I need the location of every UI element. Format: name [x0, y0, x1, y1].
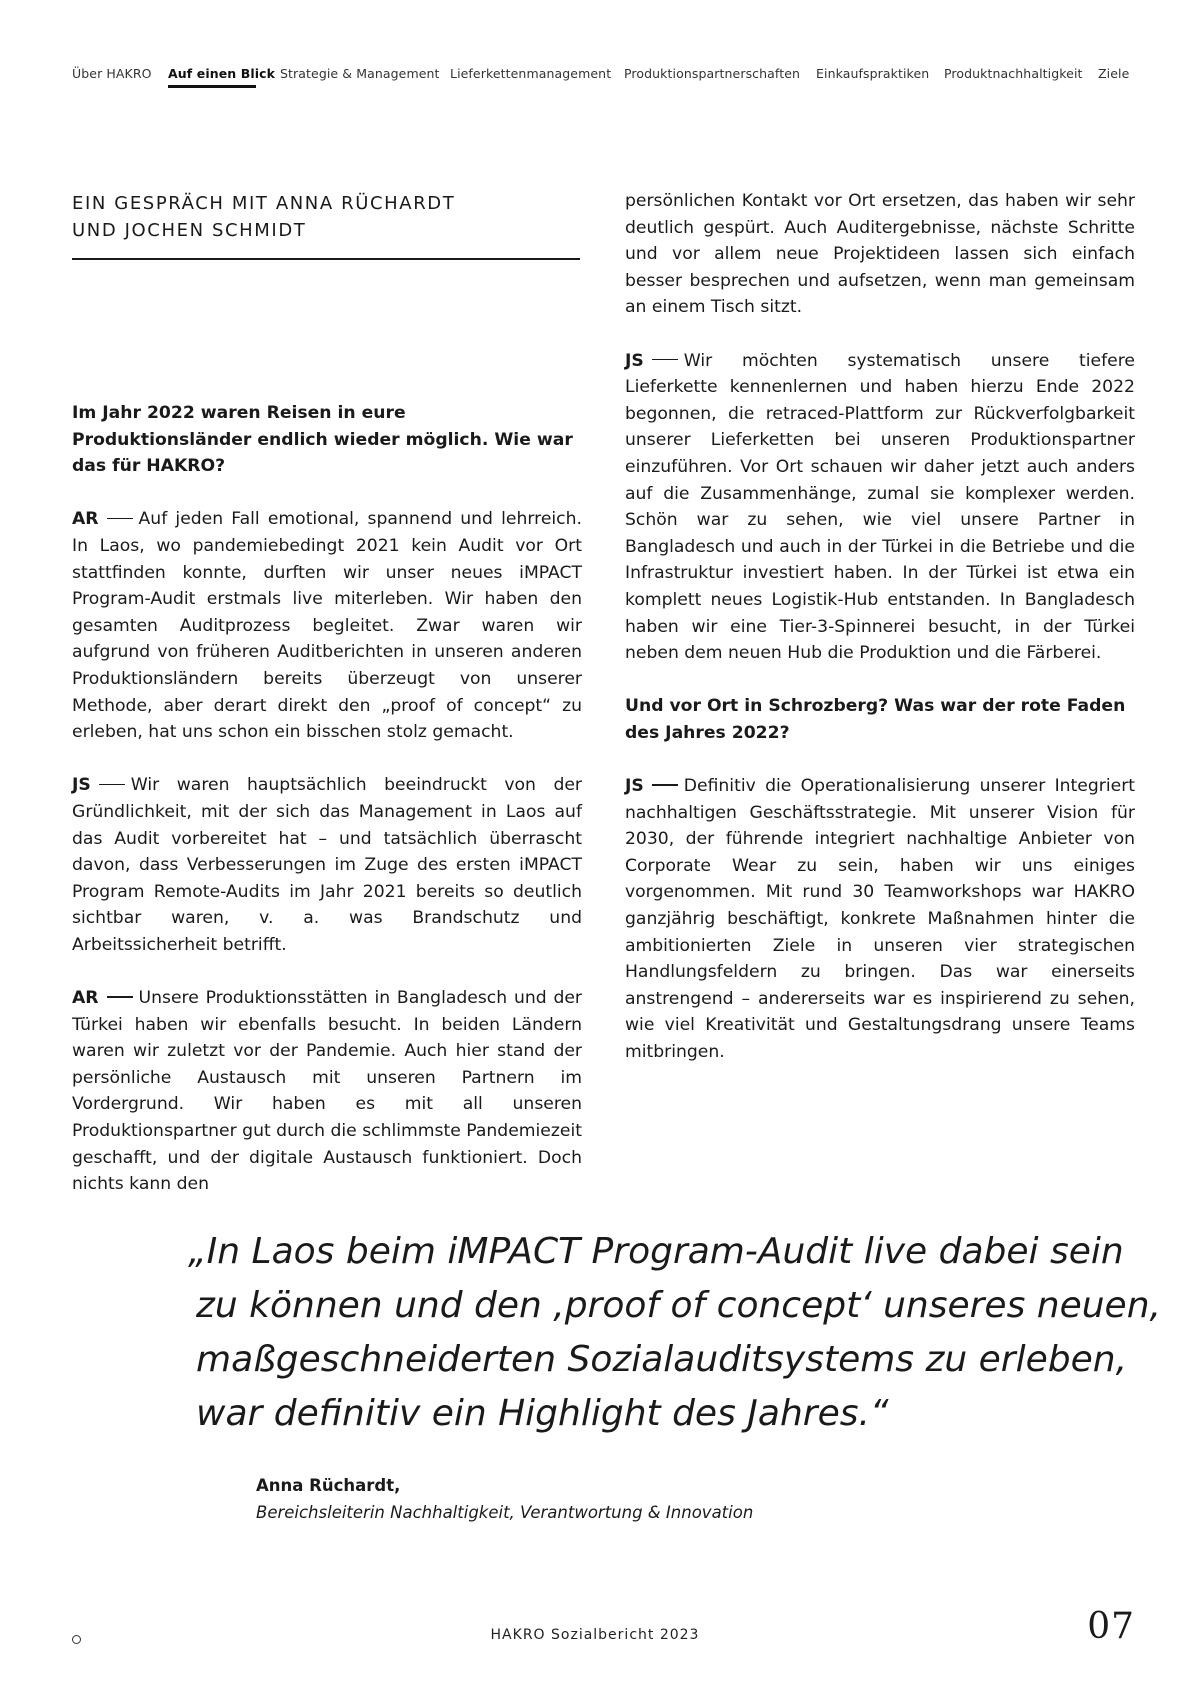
title-line-1: EIN GESPRÄCH MIT ANNA RÜCHARDT [72, 193, 456, 214]
answer-text: Wir waren hauptsächlich beeindruckt von der Gründlichkeit, mit der sich das Management in Laos auf das Audit vorbereitet hat – und tatsächlich überrascht davon, dass Verbesserungen im Zuge des ersten iMPACT Program Remote-Audits im Jahr 2021 bereits so deutlich sichtbar waren, v. a. was Brandschutz und Arbeitssicherheit betrifft. [72, 775, 582, 955]
nav-item-einkaufspraktiken[interactable]: Einkaufspraktiken [816, 66, 930, 81]
speaker-label: JS [625, 776, 644, 797]
title-line-2: UND JOCHEN SCHMIDT [72, 220, 307, 241]
right-column [625, 188, 1135, 1092]
speaker-label: AR [72, 988, 99, 1009]
answer-3 [72, 985, 582, 1198]
answer-2 [72, 772, 582, 958]
top-navigation [72, 66, 1132, 90]
footer-report-title: HAKRO Sozialbericht 2023 [490, 1627, 700, 1643]
answer-1 [72, 506, 582, 745]
nav-item-auf-einen-blick[interactable]: Auf einen Blick [168, 66, 276, 81]
nav-item-produktionspartnerschaften[interactable]: Produktionspartnerschaften [624, 66, 801, 81]
question-1: Im Jahr 2022 waren Reisen in eure Produktionsländer endlich wieder möglich. Wie war das für HAKRO? [72, 403, 573, 477]
em-dash [107, 996, 133, 997]
question-2: Und vor Ort in Schrozberg? Was war der rote Faden des Jahres 2022? [625, 696, 1126, 743]
pull-quote [188, 1225, 1161, 1441]
em-dash [652, 784, 678, 785]
quote-attribution [256, 1472, 753, 1526]
speaker-label: JS [625, 350, 644, 371]
quote-line-1: „In Laos beim iMPACT Program-Audit live dabei sein [188, 1231, 1124, 1272]
left-column [72, 400, 582, 1224]
nav-item-lieferkettenmanagement[interactable]: Lieferkettenmanagement [450, 66, 612, 81]
answer-4 [625, 348, 1135, 667]
em-dash [99, 784, 125, 785]
quote-line-3: maßgeschneiderten Sozialauditsystems zu erleben, [196, 1339, 1128, 1380]
answer-text: Auf jeden Fall emotional, spannend und lehrreich. In Laos, wo pandemiebedingt 2021 kein Audit vor Ort stattfinden konnte, durften wir unser neues iMPACT Program-Audit erstmals live miterleben. Wir haben den gesamten Auditprozess begleitet. Zwar waren wir aufgrund von früheren Auditberichten in unseren anderen Produktionsländern bereits überzeugt von unserer Methode, aber derart direkt den „proof of concept“ zu erleben, hat uns schon ein bisschen stolz gemacht. [72, 509, 582, 743]
quote-line-2: zu können und den ‚proof of concept‘ unseres neuen, [196, 1285, 1161, 1326]
answer-text: Wir möchten systematisch unsere tiefere Lieferkette kennenlernen und haben hierzu Ende 2022 begonnen, die retraced-Plattform zur Rückverfolgbarkeit unserer Lieferketten bei unseren Produktionspartner einzuführen. Vor Ort schauen wir daher jetzt auch anders auf die Zusammenhänge, zumal sie komplexer werden. Schön war zu sehen, wie viel unsere Partner in Bangladesch und auch in der Türkei in die Betriebe und die Infrastruktur investiert haben. In der Türkei ist etwa ein komplett neues Logistik-Hub entstanden. In Bangladesch haben wir eine Tier-3-Spinnerei besucht, in der Türkei neben dem neuen Hub die Produktion und die Färberei. [625, 350, 1135, 664]
nav-item-ueber-hakro[interactable]: Über HAKRO [72, 66, 152, 81]
quote-author: Anna Rüchardt, [256, 1476, 401, 1495]
speaker-label: JS [72, 775, 91, 796]
page-title [72, 190, 592, 244]
page-number: 07 [1087, 1606, 1135, 1647]
speaker-label: AR [72, 509, 99, 530]
em-dash [652, 359, 678, 360]
answer-text: Unsere Produktionsstätten in Bangladesch und der Türkei haben wir ebenfalls besucht. In beiden Ländern waren wir zuletzt vor der Pandemie. Auch hier stand der persönliche Austausch mit unseren Partnern im Vordergrund. Wir haben es mit all unseren Produktionspartner gut durch die schlimmste Pandemiezeit geschafft, und der digitale Austausch funktioniert. Doch nichts kann den [72, 988, 582, 1195]
title-divider [72, 258, 580, 260]
quote-author-role: Bereichsleiterin Nachhaltigkeit, Verantwortung & Innovation [256, 1503, 754, 1522]
nav-item-strategie-management[interactable]: Strategie & Management [280, 66, 440, 81]
em-dash [107, 518, 133, 519]
nav-active-indicator [168, 85, 256, 88]
nav-item-produktnachhaltigkeit[interactable]: Produktnachhaltigkeit [944, 66, 1083, 81]
answer-5 [625, 773, 1135, 1066]
nav-item-ziele[interactable]: Ziele [1098, 66, 1130, 81]
answer-text: Definitiv die Operationalisierung unserer Integriert nachhaltigen Geschäftsstrategie. Mit unserer Vision für 2030, der führende integriert nachhaltige Anbieter von Corporate Wear zu sein, haben wir uns einiges vorgenommen. Mit rund 30 Teamworkshops war HAKRO ganzjährig beschäftigt, konkrete Maßnahmen hinter die ambitionierten Ziele in unseren vier strategischen Handlungsfeldern zu bringen. Das war einerseits anstrengend – andererseits war es inspirierend zu sehen, wie viel Kreativität und Gestaltungsdrang unsere Teams mitbringen. [625, 776, 1135, 1062]
quote-line-4: war definitiv ein Highlight des Jahres.“ [196, 1393, 889, 1434]
answer-3-continued: persönlichen Kontakt vor Ort ersetzen, das haben wir sehr deutlich gespürt. Auch Auditergebnisse, nächste Schritte und vor allem neue Projektideen lassen sich einfach besser besprechen und aufsetzen, wenn man gemeinsam an einem Tisch sitzt. [625, 191, 1135, 318]
